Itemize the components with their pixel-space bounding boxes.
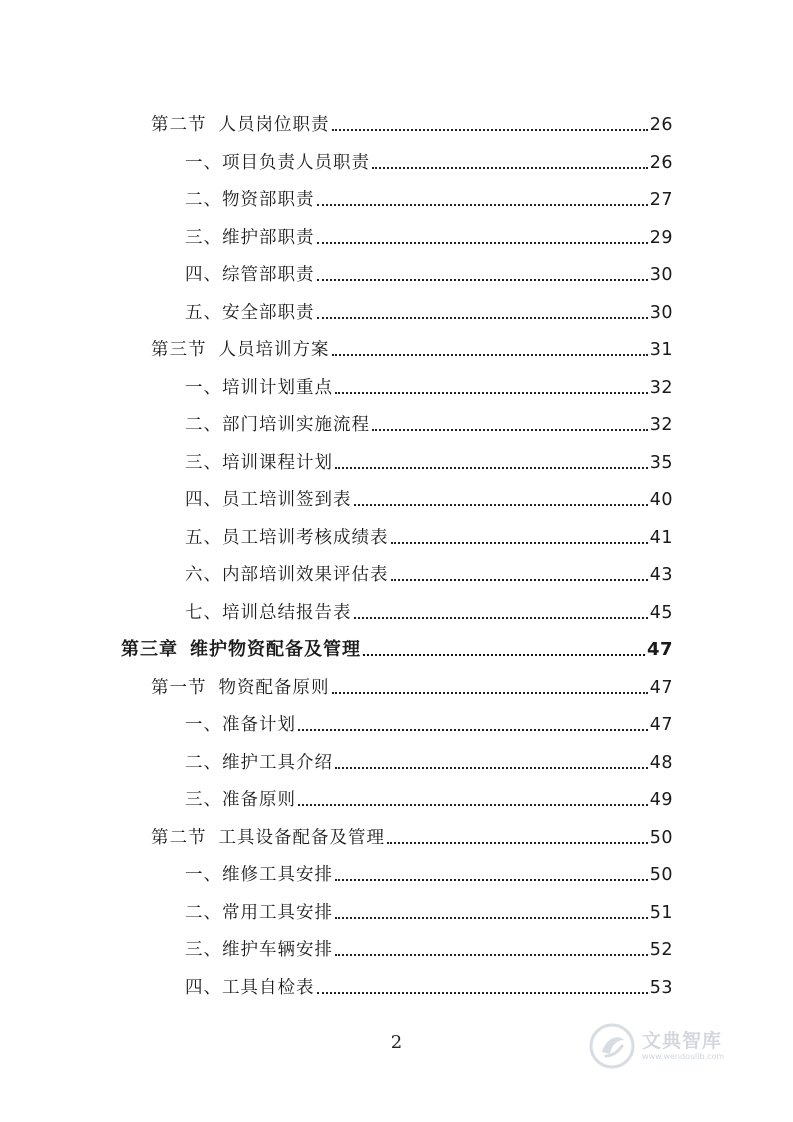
toc-entry-number: 第三节 — [151, 340, 207, 360]
toc-entry-title: 工具设备配备及管理 — [218, 827, 385, 848]
toc-entry-page: 50 — [649, 827, 673, 848]
toc-entry-number: 一、 — [185, 377, 222, 398]
toc-leader-dots — [335, 767, 648, 769]
toc-leader-dots — [317, 204, 648, 206]
watermark-logo-icon — [588, 1022, 636, 1070]
toc-entry-number: 六、 — [185, 565, 222, 585]
toc-entry-number: 五、 — [185, 302, 222, 323]
toc-leader-dots — [332, 692, 648, 694]
toc-entry-page: 30 — [649, 265, 673, 285]
toc-leader-dots — [391, 579, 648, 581]
toc-entry-label — [185, 527, 389, 549]
toc-leader-dots — [335, 954, 648, 956]
toc-entry-item[interactable] — [185, 744, 673, 774]
toc-entry-section[interactable] — [151, 331, 673, 361]
toc-entry-label — [151, 677, 330, 699]
toc-leader-dots — [335, 392, 648, 394]
toc-entry-title: 人员岗位职责 — [218, 115, 330, 135]
toc-entry-number: 四、 — [185, 977, 222, 998]
toc-entry-title: 维护物资配备及管理 — [190, 639, 361, 660]
toc-entry-title: 物资部职责 — [222, 190, 315, 210]
toc-entry-title: 人员培训方案 — [218, 340, 330, 360]
toc-entry-title: 常用工具安排 — [222, 902, 333, 923]
toc-entry-title: 员工培训考核成绩表 — [222, 527, 389, 548]
toc-entry-number: 二、 — [185, 190, 222, 210]
toc-entry-title: 内部培训效果评估表 — [222, 565, 389, 585]
toc-entry-label — [185, 152, 370, 174]
toc-entry-title: 综管部职责 — [222, 265, 315, 285]
toc-entry-page: 30 — [649, 302, 673, 323]
toc-entry-page: 27 — [649, 190, 673, 210]
toc-leader-dots — [372, 167, 648, 169]
toc-leader-dots — [332, 129, 648, 131]
toc-entry-number: 第二节 — [151, 115, 207, 135]
toc-entry-page: 41 — [649, 527, 673, 548]
toc-entry-number: 第一节 — [151, 677, 207, 698]
toc-entry-label — [185, 227, 315, 249]
toc-entry-page: 26 — [649, 152, 673, 173]
toc-entry-page: 52 — [649, 940, 673, 960]
toc-entry-label — [185, 977, 315, 999]
toc-entry-page: 43 — [649, 565, 673, 585]
toc-entry-number: 七、 — [185, 602, 222, 623]
toc-entry-title: 项目负责人员职责 — [222, 152, 370, 173]
toc-entry-label — [121, 639, 361, 661]
toc-entry-label — [185, 564, 389, 586]
toc-entry-page: 35 — [649, 452, 673, 473]
toc-entry-page: 31 — [649, 340, 673, 360]
toc-leader-dots — [317, 317, 648, 319]
toc-entry-title: 工具自检表 — [222, 977, 315, 998]
toc-leader-dots — [335, 467, 648, 469]
toc-entry-label — [185, 414, 370, 436]
toc-entry-section[interactable] — [151, 819, 673, 849]
toc-entry-item[interactable] — [185, 706, 673, 736]
toc-entry-title: 准备计划 — [222, 715, 296, 735]
toc-entry-label — [151, 827, 385, 849]
toc-entry-item[interactable] — [185, 181, 673, 211]
toc-entry-number: 一、 — [185, 865, 222, 885]
toc-entry-number: 四、 — [185, 490, 222, 510]
watermark-url: www.wendoulib.com — [642, 1052, 725, 1061]
toc-entry-item[interactable] — [185, 219, 673, 249]
toc-leader-dots — [317, 242, 648, 244]
toc-entry-page: 50 — [649, 865, 673, 885]
toc-entry-number: 三、 — [185, 940, 222, 960]
toc-entry-item[interactable] — [185, 144, 673, 174]
toc-entry-page: 32 — [649, 377, 673, 398]
toc-entry-page: 47 — [649, 677, 673, 698]
watermark-name: 文典智库 — [642, 1030, 723, 1052]
toc-entry-label — [151, 114, 330, 136]
toc-entry-label — [185, 189, 315, 211]
toc-entry-number: 一、 — [185, 715, 222, 735]
toc-entry-label — [185, 714, 296, 736]
toc-entry-item[interactable] — [185, 969, 673, 999]
toc-leader-dots — [317, 992, 648, 994]
toc-entry-section[interactable] — [151, 106, 673, 136]
toc-entry-number: 二、 — [185, 415, 222, 435]
toc-leader-dots — [335, 917, 648, 919]
toc-entry-item[interactable] — [185, 294, 673, 324]
toc-entry-page: 26 — [649, 115, 673, 135]
toc-entry-page: 53 — [649, 977, 673, 998]
toc-entry-number: 三、 — [185, 227, 222, 248]
toc-entry-page: 51 — [649, 902, 673, 923]
toc-entry-item[interactable] — [185, 556, 673, 586]
toc-entry-label — [185, 864, 333, 886]
toc-entry-title: 部门培训实施流程 — [222, 415, 370, 435]
toc-leader-dots — [298, 804, 648, 806]
toc-entry-title: 安全部职责 — [222, 302, 315, 323]
toc-entry-page: 29 — [649, 227, 673, 248]
toc-entry-label — [185, 752, 333, 774]
toc-entry-label — [185, 789, 296, 811]
page-number: 2 — [390, 1032, 403, 1053]
toc-entry-item[interactable] — [185, 931, 673, 961]
toc-entry-page: 40 — [649, 490, 673, 510]
toc-entry-label — [185, 264, 315, 286]
toc-entry-number: 二、 — [185, 902, 222, 923]
toc-entry-number: 三、 — [185, 452, 222, 473]
toc-entry-title: 维护部职责 — [222, 227, 315, 248]
toc-entry-page: 47 — [646, 639, 673, 660]
toc-entry-page: 47 — [649, 715, 673, 735]
toc-entry-label — [151, 339, 330, 361]
toc-leader-dots — [354, 617, 648, 619]
toc-entry-label — [185, 939, 333, 961]
toc-entry-title: 准备原则 — [222, 790, 296, 810]
toc-entry-number: 第二节 — [151, 827, 207, 848]
toc-entry-chapter[interactable] — [121, 631, 673, 661]
toc-entry-number: 二、 — [185, 752, 222, 773]
toc-entry-item[interactable] — [185, 894, 673, 924]
toc-entry-section[interactable] — [151, 669, 673, 699]
toc-leader-dots — [372, 429, 648, 431]
toc-entry-title: 培训总结报告表 — [222, 602, 352, 623]
toc-entry-title: 员工培训签到表 — [222, 490, 352, 510]
toc-entry-label — [185, 902, 333, 924]
toc-entry-title: 培训计划重点 — [222, 377, 333, 398]
toc-entry-page: 49 — [649, 790, 673, 810]
toc-entry-title: 维护车辆安排 — [222, 940, 333, 960]
toc-entry-page: 45 — [649, 602, 673, 623]
toc-entry-title: 维修工具安排 — [222, 865, 333, 885]
toc-entry-number: 四、 — [185, 265, 222, 285]
toc-leader-dots — [298, 729, 648, 731]
watermark — [588, 1018, 758, 1074]
toc-entry-title: 培训课程计划 — [222, 452, 333, 473]
toc-leader-dots — [332, 354, 648, 356]
toc-entry-item[interactable] — [185, 256, 673, 286]
toc-entry-item[interactable] — [185, 519, 673, 549]
toc-entry-item[interactable] — [185, 444, 673, 474]
toc-leader-dots — [317, 279, 648, 281]
toc-entry-label — [185, 377, 333, 399]
toc-entry-number: 第三章 — [121, 639, 178, 660]
toc-entry-label — [185, 302, 315, 324]
toc-entry-item[interactable] — [185, 481, 673, 511]
toc-entry-item[interactable] — [185, 369, 673, 399]
toc-entry-title: 物资配备原则 — [218, 677, 330, 698]
toc-leader-dots — [363, 654, 645, 656]
toc-entry-label — [185, 452, 333, 474]
toc-leader-dots — [391, 542, 648, 544]
toc-entry-label — [185, 602, 352, 624]
toc-entry-number: 一、 — [185, 152, 222, 173]
toc-leader-dots — [335, 879, 648, 881]
toc-entry-item[interactable] — [185, 856, 673, 886]
toc-entry-page: 48 — [649, 752, 673, 773]
toc-entry-item[interactable] — [185, 406, 673, 436]
toc-leader-dots — [354, 504, 648, 506]
toc-entry-item[interactable] — [185, 781, 673, 811]
toc-entry-number: 三、 — [185, 790, 222, 810]
toc-entry-title: 维护工具介绍 — [222, 752, 333, 773]
toc-entry-item[interactable] — [185, 594, 673, 624]
toc-leader-dots — [387, 842, 648, 844]
toc-entry-number: 五、 — [185, 527, 222, 548]
toc-entry-label — [185, 489, 352, 511]
toc-entry-page: 32 — [649, 415, 673, 435]
